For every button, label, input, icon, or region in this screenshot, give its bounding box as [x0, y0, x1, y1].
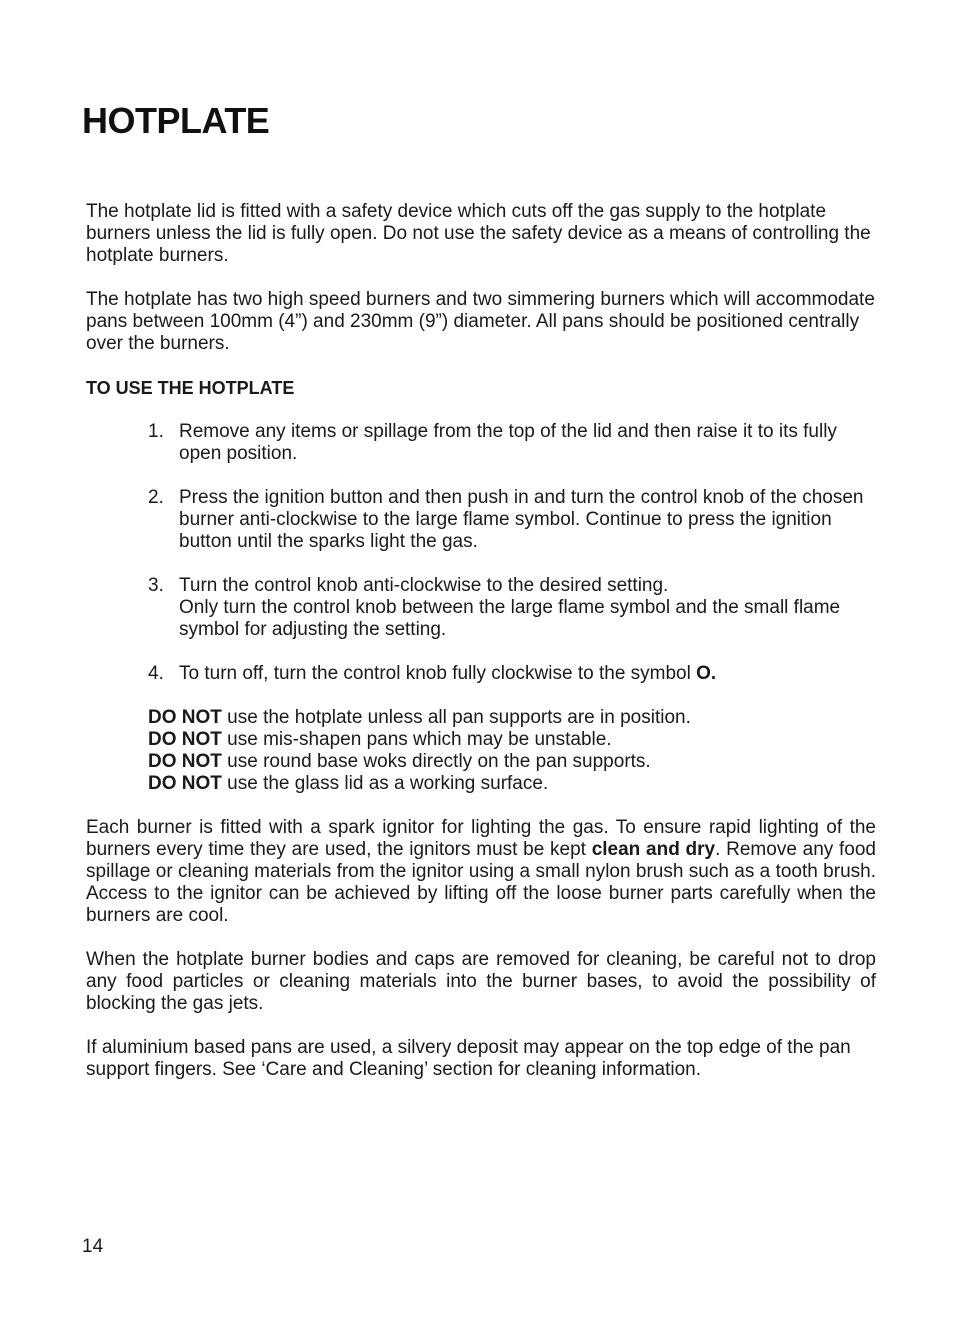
- step-item: [86, 421, 876, 465]
- intro-paragraph-safety: The hotplate lid is fitted with a safety device which cuts off the gas supply to the hotplate burners unless the lid is fully open. Do not use the safety device as a means of controlling the hotplate burners.: [86, 201, 871, 266]
- step-text-body: To turn off, turn the control knob fully clockwise to the symbol: [179, 663, 697, 684]
- step-text: Turn the control knob anti-clockwise to the desired setting.: [179, 575, 669, 596]
- step-item: [86, 487, 876, 553]
- warning-label: DO NOT: [148, 751, 222, 772]
- page-title: HOTPLATE: [82, 100, 270, 141]
- warning-label: DO NOT: [148, 773, 222, 794]
- warning-label: DO NOT: [148, 707, 222, 728]
- ignitor-text-before: Each burner is fitted with a spark ignitor for lighting the gas. To ensure rapid lighting of the burners every time they are used, the ignitors must be kept: [86, 817, 876, 860]
- warning-text: use mis-shapen pans which may be unstable.: [221, 729, 612, 750]
- ignitor-paragraph: [86, 817, 876, 927]
- warning-text: use round base woks directly on the pan supports.: [221, 751, 651, 772]
- warning-item: [148, 707, 876, 729]
- warning-text: use the hotplate unless all pan supports are in position.: [221, 707, 691, 728]
- page-number: 14: [82, 1236, 104, 1257]
- step-number: 2.: [148, 487, 164, 508]
- instruction-steps: [86, 421, 876, 685]
- ignitor-emphasis: clean and dry: [591, 839, 716, 860]
- step-item: [86, 575, 876, 641]
- step-text-continued: Only turn the control knob between the large flame symbol and the small flame symbol for adjusting the setting.: [179, 597, 841, 640]
- cleaning-paragraph: When the hotplate burner bodies and caps are removed for cleaning, be careful not to drop any food particles or cleaning materials into the burner bases, to avoid the possibility of blocking the gas jets.: [86, 949, 876, 1014]
- step-number: 3.: [148, 575, 164, 596]
- intro-paragraph-burners: The hotplate has two high speed burners and two simmering burners which will accommodate pans between 100mm (4”) and 230mm (9”) diameter. All pans should be positioned centrally over the burners.: [86, 289, 875, 354]
- warning-item: [148, 729, 876, 751]
- step-number: 1.: [148, 421, 164, 442]
- page-content: [86, 201, 876, 1103]
- step-item: [86, 663, 876, 685]
- step-number: 4.: [148, 663, 164, 684]
- step-text: Remove any items or spillage from the top of the lid and then raise it to its fully open position.: [179, 421, 837, 464]
- warning-list: [148, 707, 876, 795]
- step-text: [179, 663, 876, 685]
- warning-item: [148, 773, 876, 795]
- step-text: Press the ignition button and then push in and turn the control knob of the chosen burner anti-clockwise to the large flame symbol. Continue to press the ignition button until the sparks light the gas.: [179, 487, 864, 552]
- warning-label: DO NOT: [148, 729, 222, 750]
- warning-text: use the glass lid as a working surface.: [221, 773, 549, 794]
- aluminium-paragraph: If aluminium based pans are used, a silvery deposit may appear on the top edge of the pan support fingers. See ‘Care and Cleaning’ section for cleaning information.: [86, 1037, 851, 1080]
- warning-item: [148, 751, 876, 773]
- section-heading-use: TO USE THE HOTPLATE: [86, 378, 295, 398]
- ignitor-text-after: . Remove any food spillage or cleaning materials from the ignitor using a small nylon brush such as a tooth brush. Access to the ignitor can be achieved by lifting off the loose burner parts carefully when the burners are cool.: [86, 839, 876, 926]
- off-symbol: O.: [696, 663, 717, 684]
